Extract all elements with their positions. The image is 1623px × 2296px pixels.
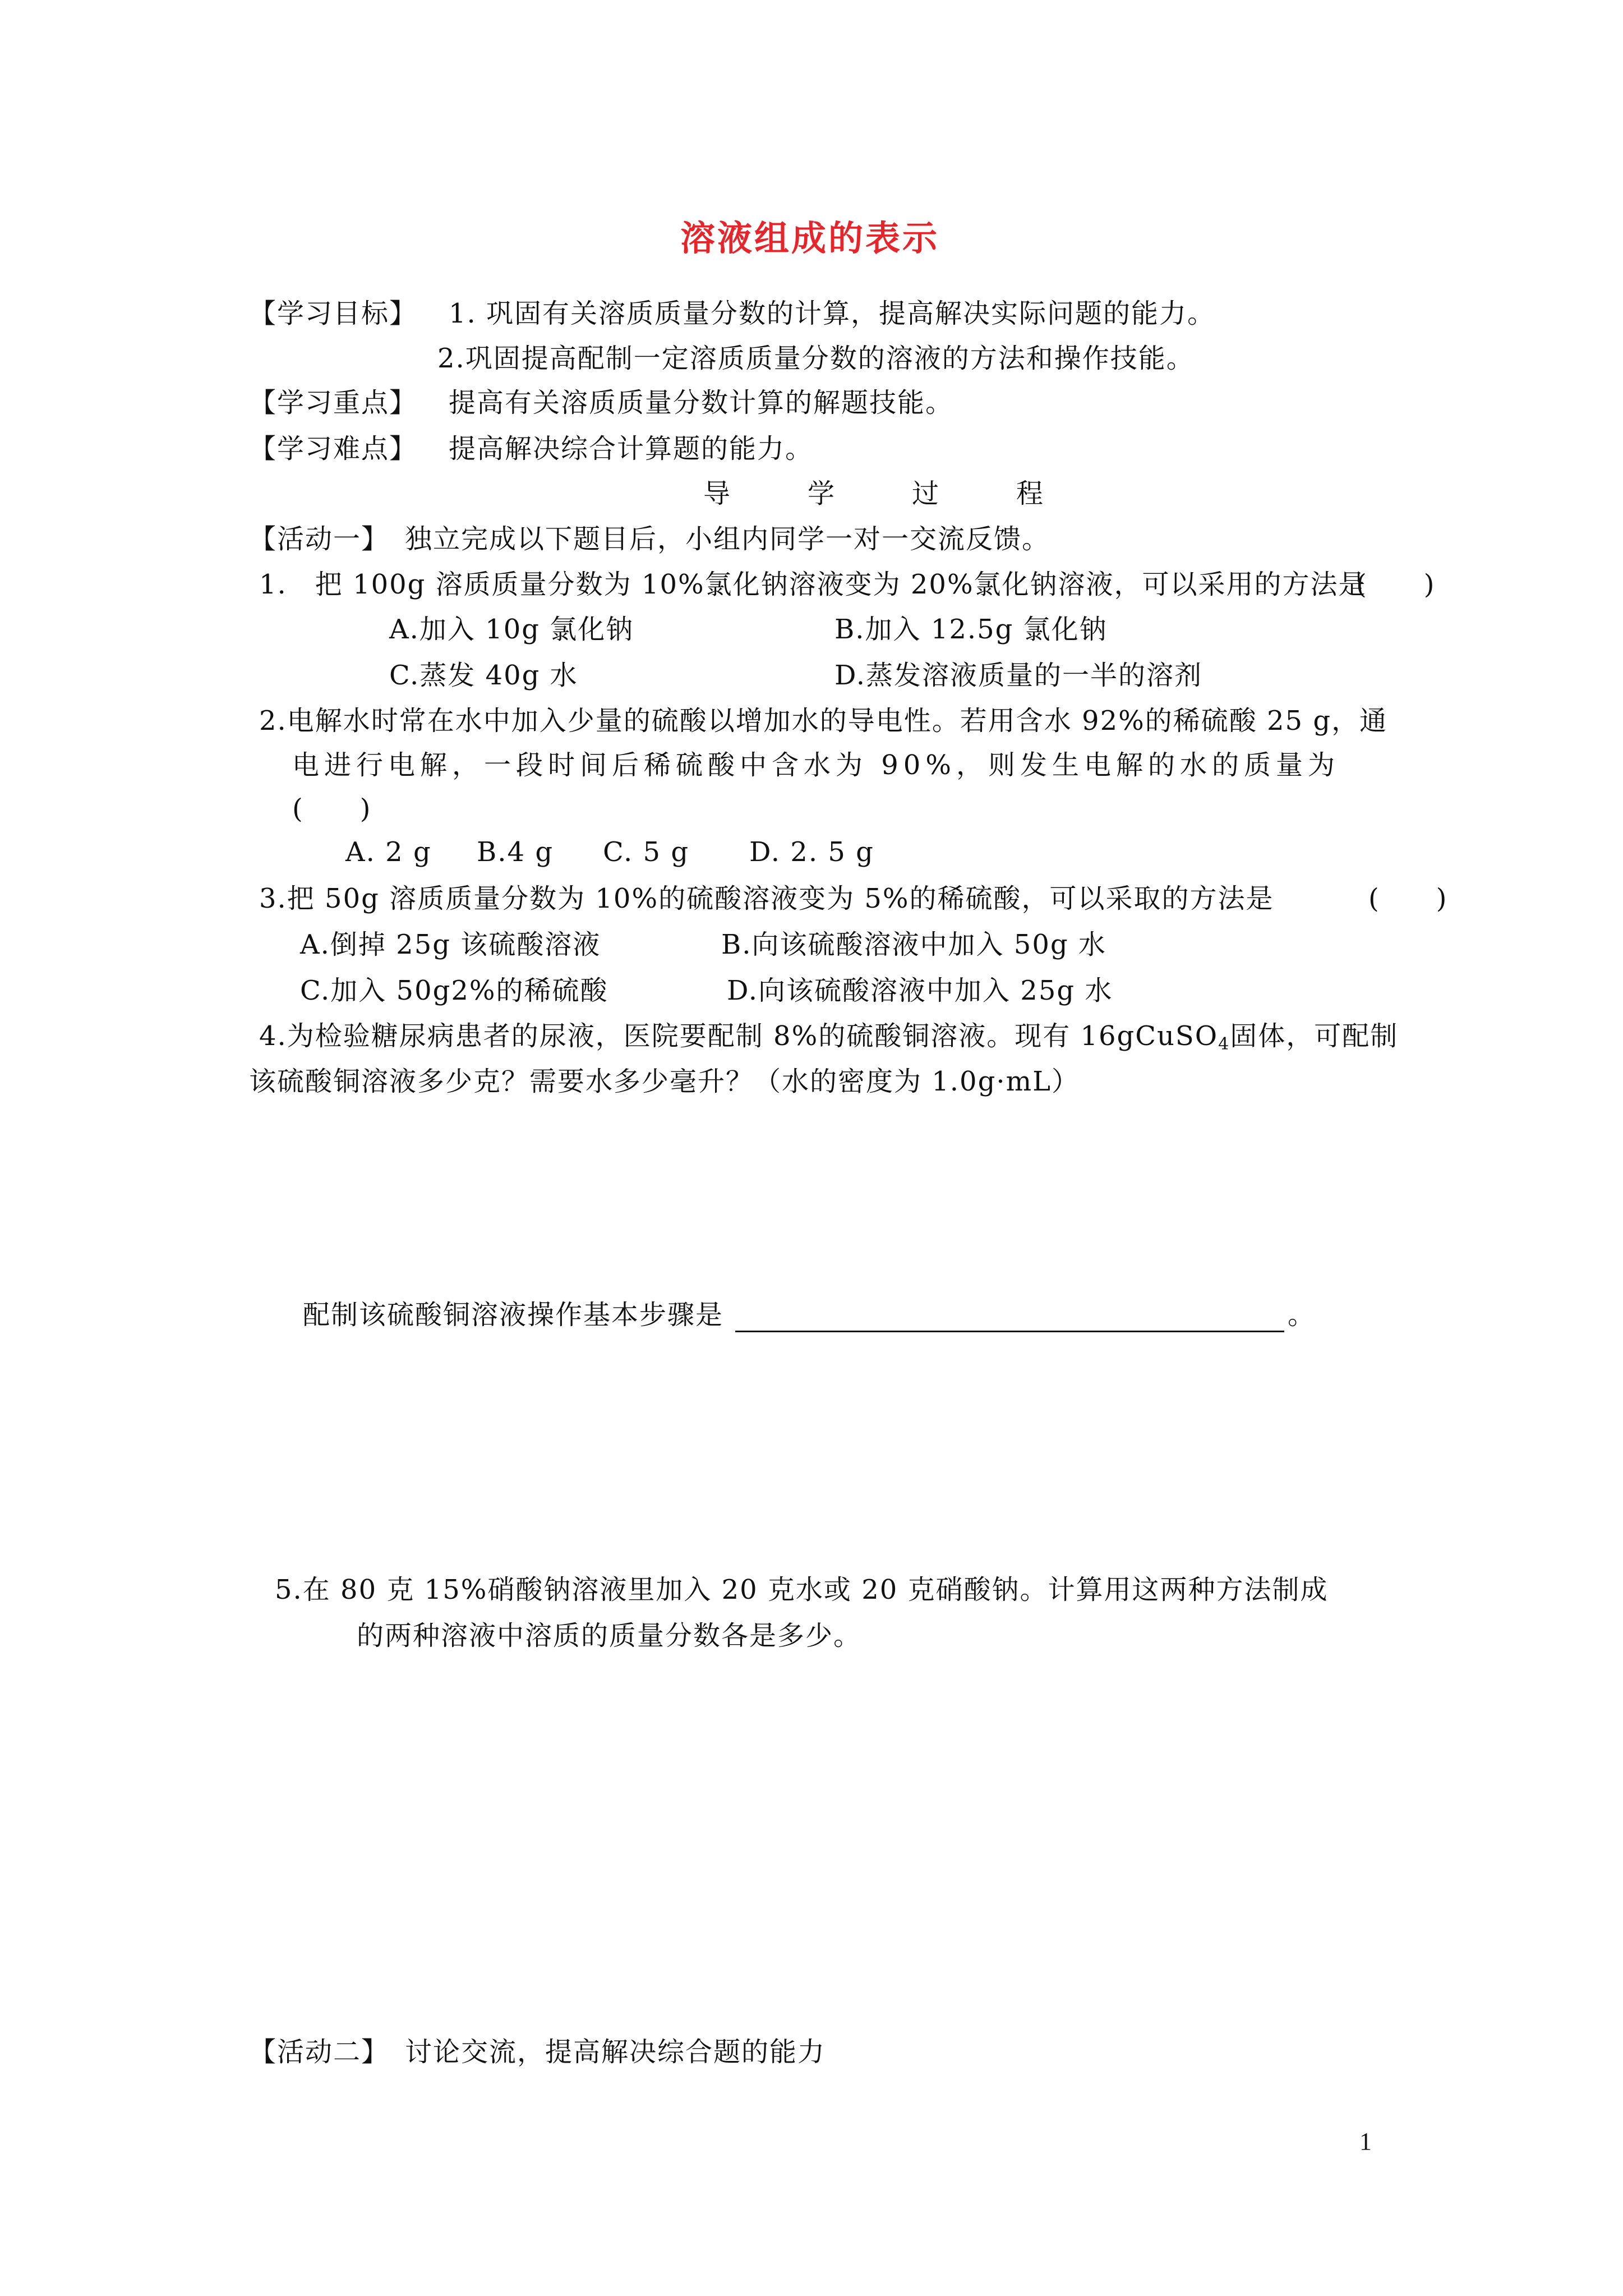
difficulty-text: 提高解决综合计算题的能力。 <box>449 433 814 464</box>
objectives-label: 【学习目标】 <box>249 298 418 329</box>
q2-option-a: A. 2 g <box>345 836 432 868</box>
q4-line1-text: 4.为检验糖尿病患者的尿液，医院要配制 8%的硫酸铜溶液。现有 16gCuSO <box>259 1020 1219 1052</box>
q4-steps-end: 。 <box>1288 1299 1316 1331</box>
heading-char: 学 <box>808 478 835 509</box>
q1-answer-paren: ( ) <box>1356 569 1436 600</box>
page-number: 1 <box>1359 2128 1372 2155</box>
q2-option-d: D. 2. 5 g <box>749 836 874 868</box>
process-heading <box>703 480 1043 507</box>
q1-stem: 1. 把 100g 溶质质量分数为 10%氯化钠溶液变为 20%氯化钠溶液，可以采用的方法是 <box>259 569 1367 600</box>
q2-option-b: B.4 g <box>477 836 554 868</box>
heading-char: 程 <box>1016 478 1044 509</box>
heading-char: 导 <box>703 478 731 509</box>
activity2-label: 【活动二】 <box>249 2036 390 2068</box>
q4-steps-answer-blank[interactable] <box>735 1331 1284 1332</box>
q5-line2: 的两种溶液中溶质的质量分数各是多少。 <box>357 1620 862 1651</box>
objective-1: 1. 巩固有关溶质质量分数的计算，提高解决实际问题的能力。 <box>449 298 1216 329</box>
difficulty-label: 【学习难点】 <box>249 433 418 464</box>
q2-answer-paren: ( ) <box>292 793 372 825</box>
q1-option-a: A.加入 10g 氯化钠 <box>389 614 634 645</box>
q2-option-c: C. 5 g <box>603 836 690 868</box>
q1-option-c: C.蒸发 40g 水 <box>389 660 578 691</box>
q4-subscript: 4 <box>1218 1034 1230 1054</box>
objective-2: 2.巩固提高配制一定溶质质量分数的溶液的方法和操作技能。 <box>437 343 1195 374</box>
q3-answer-paren: ( ) <box>1368 883 1448 914</box>
activity1-label: 【活动一】 <box>249 523 390 555</box>
page-title: 溶液组成的表示 <box>680 218 940 259</box>
q4-line1-text-end: 固体，可配制 <box>1230 1020 1399 1052</box>
q3-stem: 3.把 50g 溶质质量分数为 10%的硫酸溶液变为 5%的稀硫酸，可以采取的方法是 <box>259 883 1274 914</box>
q2-line1: 2.电解水时常在水中加入少量的硫酸以增加水的导电性。若用含水 92%的稀硫酸 25 g，通 <box>259 705 1388 737</box>
heading-char: 过 <box>912 478 939 509</box>
activity1-text: 独立完成以下题目后，小组内同学一对一交流反馈。 <box>405 523 1050 555</box>
q1-option-d: D.蒸发溶液质量的一半的溶剂 <box>834 660 1203 691</box>
q5-line1: 5.在 80 克 15%硝酸钠溶液里加入 20 克水或 20 克硝酸钠。计算用这两种方法制成 <box>275 1574 1329 1605</box>
keypoints-label: 【学习重点】 <box>249 387 418 418</box>
q3-option-b: B.向该硫酸溶液中加入 50g 水 <box>721 929 1106 960</box>
keypoints-text: 提高有关溶质质量分数计算的解题技能。 <box>449 387 954 418</box>
activity2-text: 讨论交流，提高解决综合题的能力 <box>405 2036 826 2068</box>
q2-line2: 电进行电解，一段时间后稀硫酸中含水为 90%，则发生电解的水的质量为 <box>292 749 1340 781</box>
q4-line1 <box>259 1020 1399 1054</box>
q4-line2: 该硫酸铜溶液多少克？需要水多少毫升？（水的密度为 1.0g·mL） <box>249 1066 1080 1097</box>
q3-option-a: A.倒掉 25g 该硫酸溶液 <box>300 929 601 960</box>
q3-option-c: C.加入 50g2%的稀硫酸 <box>300 975 608 1006</box>
q3-option-d: D.向该硫酸溶液中加入 25g 水 <box>727 975 1113 1006</box>
q1-option-b: B.加入 12.5g 氯化钠 <box>834 614 1108 645</box>
q4-steps-prompt: 配制该硫酸铜溶液操作基本步骤是 <box>303 1299 724 1331</box>
